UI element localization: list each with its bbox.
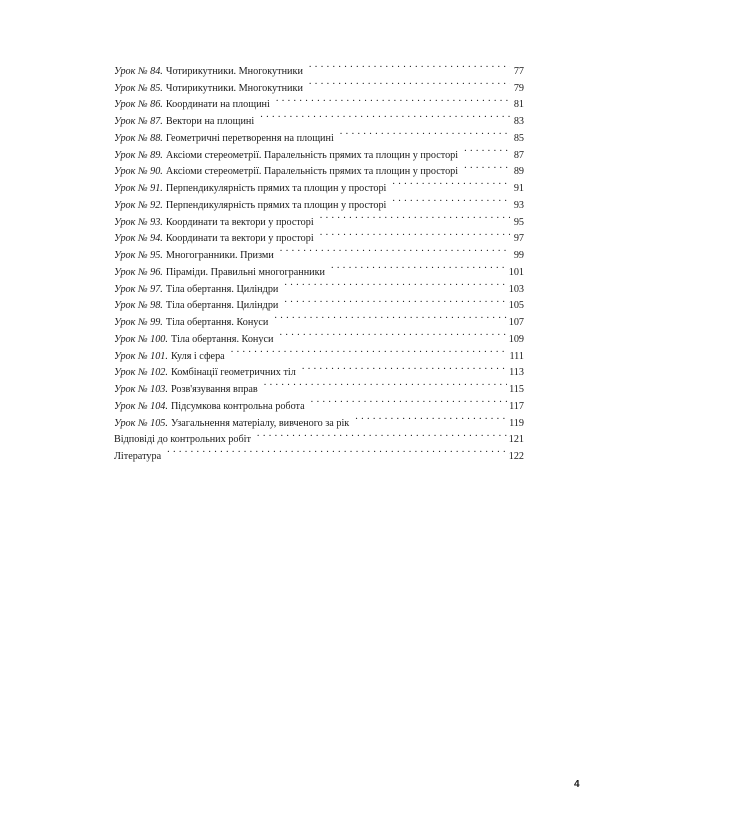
entry-page-number: 81	[513, 99, 524, 111]
dot-leader	[331, 258, 507, 275]
dot-leader	[274, 308, 506, 325]
dot-leader	[340, 124, 510, 141]
entry-page-number: 113	[509, 367, 524, 379]
entry-title: Тіла обертання. Конуси	[165, 317, 269, 328]
lesson-number: Урок № 98.	[114, 300, 163, 312]
entry-title: Координати на площині	[165, 99, 270, 111]
entry-title: Аксіоми стереометрії. Паралельність прямих та площин у просторі	[165, 166, 459, 178]
lesson-number: Урок № 100.	[114, 333, 168, 345]
lesson-number: Урок № 102.	[114, 367, 168, 379]
dot-leader	[260, 107, 510, 124]
dot-leader	[284, 275, 506, 292]
dot-leader	[284, 292, 506, 309]
entry-title: Координати та вектори у просторі	[165, 233, 314, 245]
dot-leader	[276, 91, 510, 108]
lesson-number: Урок № 103.	[114, 384, 168, 395]
lesson-number: Урок № 93.	[114, 216, 163, 228]
dot-leader	[257, 426, 507, 443]
entry-title: Узагальнення матеріалу, вивченого за рік	[170, 417, 350, 429]
toc-entry	[114, 57, 524, 77]
toc-entry	[114, 442, 524, 462]
lesson-number: Урок № 104.	[114, 400, 168, 412]
entry-page-number: 89	[513, 166, 524, 178]
dot-leader	[355, 409, 507, 426]
entry-page-number: 109	[508, 333, 524, 345]
dot-leader	[167, 442, 507, 459]
entry-title: Перпендикулярність прямих та площин у просторі	[165, 183, 387, 194]
entry-title: Комбінації геометричних тіл	[170, 367, 296, 379]
entry-page-number: 103	[508, 283, 524, 295]
dot-leader	[309, 74, 510, 91]
entry-page-number: 91	[513, 183, 524, 194]
dot-leader	[392, 191, 510, 208]
entry-page-number: 122	[508, 451, 524, 462]
entry-page-number: 97	[513, 233, 524, 245]
entry-page-number: 85	[513, 132, 524, 144]
entry-title: Тіла обертання. Циліндри	[165, 283, 279, 295]
entry-page-number: 83	[513, 116, 524, 127]
page-number: 4	[574, 779, 580, 790]
lesson-number: Урок № 84.	[114, 65, 163, 77]
entry-title: Тіла обертання. Конуси	[170, 333, 274, 345]
table-of-contents	[114, 57, 524, 462]
lesson-number: Урок № 105.	[114, 417, 168, 429]
entry-page-number: 121	[508, 434, 524, 446]
dot-leader	[392, 174, 510, 191]
entry-title: Чотирикутники. Многокутники	[165, 65, 303, 77]
entry-title: Література	[114, 451, 162, 462]
lesson-number: Урок № 101.	[114, 350, 168, 362]
dot-leader	[279, 325, 506, 342]
dot-leader	[320, 208, 510, 225]
dot-leader	[302, 359, 507, 376]
entry-page-number: 95	[513, 216, 524, 228]
entry-page-number: 79	[513, 82, 524, 94]
entry-page-number: 107	[508, 317, 524, 328]
entry-title: Куля і сфера	[170, 350, 225, 362]
lesson-number: Урок № 97.	[114, 283, 163, 295]
lesson-number: Урок № 87.	[114, 116, 163, 127]
entry-title: Тіла обертання. Циліндри	[165, 300, 279, 312]
entry-title: Многогранники. Призми	[165, 250, 274, 261]
entry-page-number: 117	[509, 400, 524, 412]
entry-title: Вектори на площині	[165, 116, 255, 127]
lesson-number: Урок № 95.	[114, 250, 163, 261]
dot-leader	[280, 241, 510, 258]
entry-title: Аксіоми стереометрії. Паралельність прямих та площин у просторі	[165, 149, 459, 161]
dot-leader	[231, 342, 508, 359]
entry-page-number: 77	[513, 65, 524, 77]
entry-title: Підсумкова контрольна робота	[170, 400, 305, 412]
entry-page-number: 105	[508, 300, 524, 312]
dot-leader	[264, 375, 507, 392]
dot-leader	[464, 158, 510, 175]
dot-leader	[311, 392, 507, 409]
entry-title: Піраміди. Правильні многогранники	[165, 266, 326, 278]
entry-page-number: 87	[513, 149, 524, 161]
entry-title: Геометричні перетворення на площині	[165, 132, 334, 144]
lesson-number: Урок № 99.	[114, 317, 163, 328]
dot-leader	[464, 141, 510, 158]
lesson-number: Урок № 86.	[114, 99, 163, 111]
entry-page-number: 111	[509, 350, 524, 362]
entry-title: Перпендикулярність прямих та площин у просторі	[165, 199, 387, 211]
entry-title: Відповіді до контрольних робіт	[114, 434, 251, 446]
lesson-number: Урок № 88.	[114, 132, 163, 144]
lesson-number: Урок № 89.	[114, 149, 163, 161]
entry-title: Чотирикутники. Многокутники	[165, 82, 303, 94]
entry-page-number: 99	[513, 250, 524, 261]
entry-page-number: 115	[509, 384, 524, 395]
entry-page-number: 119	[509, 417, 524, 429]
lesson-number: Урок № 92.	[114, 199, 163, 211]
entry-page-number: 101	[508, 266, 524, 278]
entry-title: Координати та вектори у просторі	[165, 216, 314, 228]
lesson-number: Урок № 85.	[114, 82, 163, 94]
entry-title: Розв'язування вправ	[170, 384, 258, 395]
dot-leader	[320, 225, 510, 242]
lesson-number: Урок № 96.	[114, 266, 163, 278]
lesson-number: Урок № 94.	[114, 233, 163, 245]
dot-leader	[309, 57, 510, 74]
lesson-number: Урок № 90.	[114, 166, 163, 178]
lesson-number: Урок № 91.	[114, 183, 163, 194]
entry-page-number: 93	[513, 199, 524, 211]
